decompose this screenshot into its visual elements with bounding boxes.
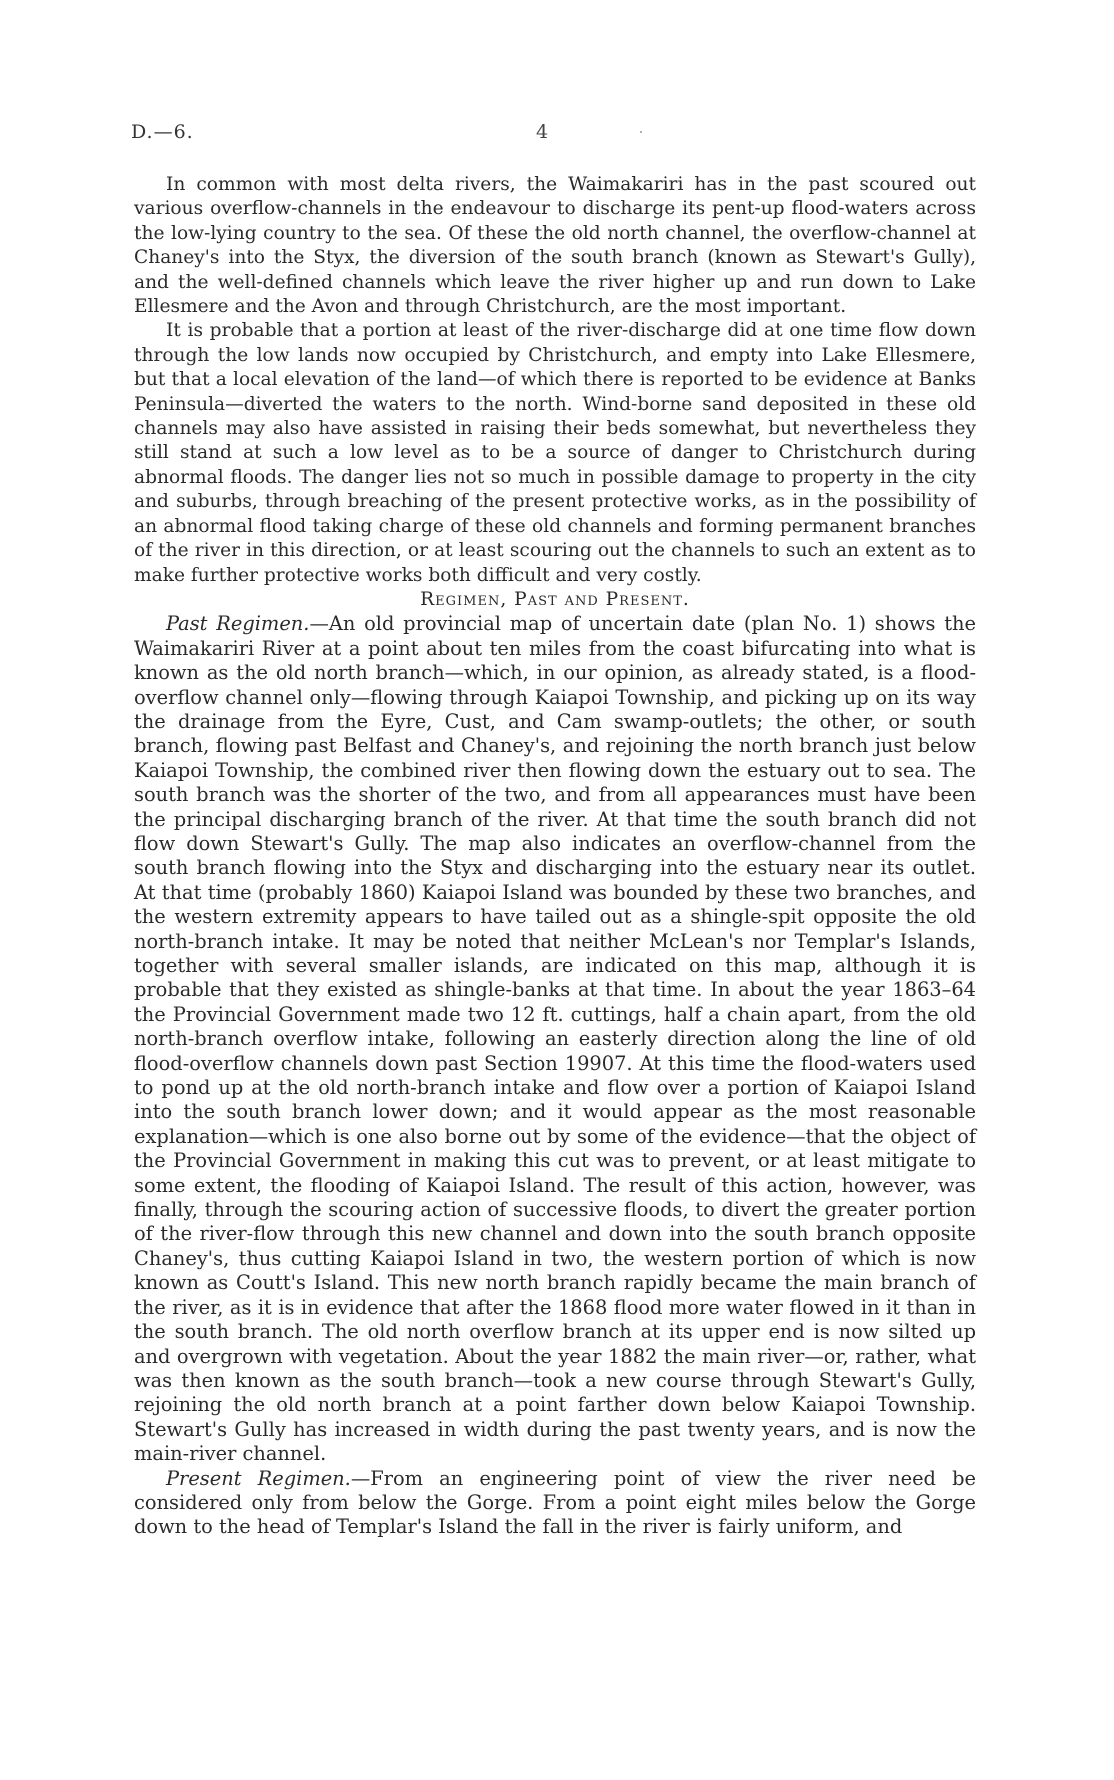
body-text: [134, 173, 976, 1540]
page-header: [131, 121, 977, 151]
past-regimen-text: —An old provincial map of uncertain date (plan No. 1) shows the Waimakariri River at a point about ten miles from the coast bifurcating into what is known as the old north branch—which, in our opinion, as already stated, is a flood-overflow channel only—flowing through Kaiapoi Township, and picking up on its way the drainage from the Eyre, Cust, and Cam swamp-outlets; the other, or south branch, flowing past Belfast and Chaney's, and rejoining the north branch just below Kaiapoi Township, the combined river then flowing down the estuary out to sea. The south branch was the shorter of the two, and from all appearances must have been the principal discharging branch of the river. At that time the south branch did not flow down Stewart's Gully. The map also indicates an overflow-channel from the south branch flowing into the Styx and discharging into the estuary near its outlet. At that time (probably 1860) Kaiapoi Island was bounded by these two branches, and the western extremity appears to have tailed out as a shingle-spit opposite the old north-branch intake. It may be noted that neither McLean's nor Templar's Islands, together with several smaller islands, are indicated on this map, although it is probable that they existed as shingle-banks at that time. In about the year 1863–64 the Provincial Government made two 12 ft. cuttings, half a chain apart, from the old north-branch overflow intake, following an easterly direction along the line of old flood-overflow channels down past Section 19907. At this time the flood-waters used to pond up at the old north-branch intake and flow over a portion of Kaiapoi Island into the south branch lower down; and it would appear as the most reasonable explanation—which is one also borne out by some of the evidence—that the object of the Provincial Government in making this cut was to prevent, or at least mitigate to some extent, the flooding of Kaiapoi Island. The result of this action, however, was finally, through the scouring action of successive floods, to divert the greater portion of the river-flow through this new channel and down into the south branch opposite Chaney's, thus cutting Kaiapoi Island in two, the western portion of which is now known as Coutt's Island. This new north branch rapidly became the main branch of the river, as it is in evidence that after the 1868 flood more water flowed in it than in the south branch. The old north overflow branch at its upper end is now silted up and overgrown with vegetation. About the year 1882 the main river—or, rather, what was then known as the south branch—took a new course through Stewart's Gully, rejoining the old north branch at a point farther down below Kaiapoi Township. Stewart's Gully has increased in width during the past twenty years, and is now the main-river channel.: [134, 612, 976, 1466]
document-id: D.—6.: [131, 121, 194, 143]
paragraph-delta-rivers: In common with most delta rivers, the Waimakariri has in the past scoured out various overflow-channels in the endeavour to discharge its pent-up flood-waters across the low-lying country to the sea. Of these the old north channel, the overflow-channel at Chaney's into the Styx, the diversion of the south branch (known as Stewart's Gully), and the well-defined channels which leave the river higher up and run down to Lake Ellesmere and the Avon and through Christchurch, are the most important.: [134, 174, 976, 318]
page-number: 4: [536, 121, 549, 143]
paragraph-present-regimen: [134, 1467, 976, 1540]
present-regimen-text: —From an engineering point of view the river need be considered only from below the Gorge. From a point eight miles below the Gorge down to the head of Templar's Island the fall in the river is fairly uniform, and: [134, 1466, 976, 1539]
present-regimen-run-in: Present Regimen.: [166, 1466, 351, 1490]
paragraph-river-discharge: It is probable that a portion at least of the river-discharge did at one time flow down through the low lands now occupied by Christchurch, and empty into Lake Ellesmere, but that a local elevation of the land—of which there is reported to be evidence at Banks Peninsula—diverted the waters to the north. Wind-borne sand deposited in these old channels may also have assisted in raising their beds somewhat, but nevertheless they still stand at such a low level as to be a source of danger to Christchurch during abnormal floods. The danger lies not so much in possible damage to property in the city and suburbs, through breaching of the present protective works, as in the possibility of an abnormal flood taking charge of these old channels and forming permanent branches of the river in this direction, or at least scouring out the channels to such an extent as to make further protective works both difficult and very costly.: [134, 320, 976, 586]
section-heading: Regimen, Past and Present.: [420, 588, 690, 610]
past-regimen-run-in: Past Regimen.: [166, 612, 310, 636]
scan-speck: [640, 131, 642, 133]
paragraph-past-regimen: [134, 612, 976, 1466]
